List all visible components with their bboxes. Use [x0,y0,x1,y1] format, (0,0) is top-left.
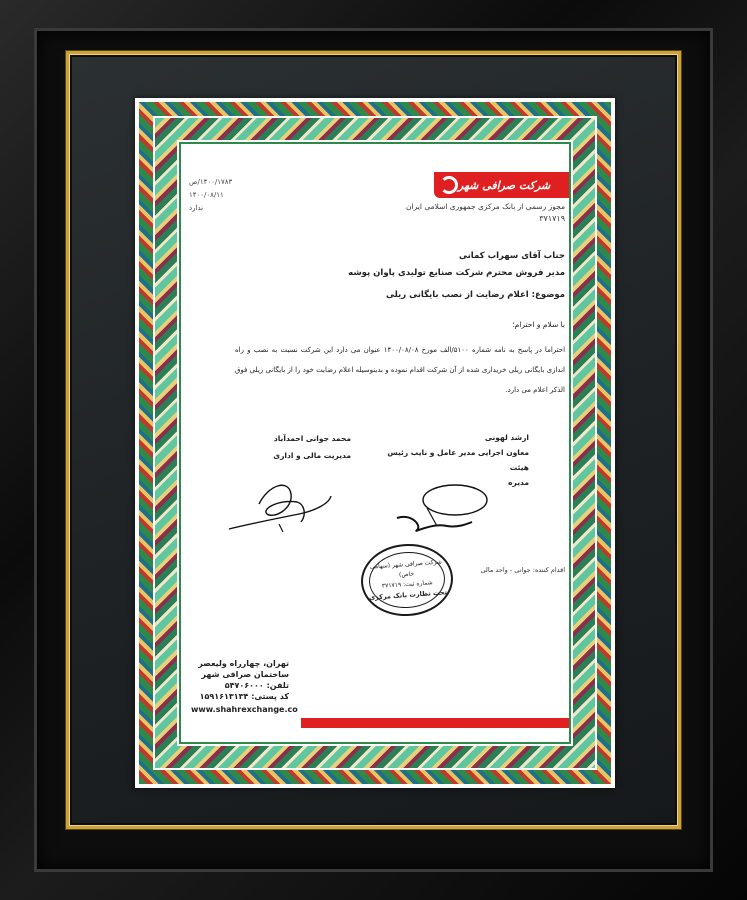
license-number: ۳۷۱۷۱۹ [539,214,565,223]
signatory-left-name: محمد جوانی احمدآباد [273,434,351,443]
letter-meta [189,176,232,215]
signatory-left [241,430,351,464]
company-logo-text: شرکت صرافی شهر [458,178,551,192]
letter-greeting: با سلام و احترام؛ [512,320,565,329]
recipient-block [348,248,565,282]
footer-bar-gap [181,718,301,728]
signature-left [219,474,339,544]
stamp-reg-text: شماره ثبت: ۳۷۱۷۱۹ [381,579,433,590]
signatory-left-title: مدیریت مالی و اداری [273,451,351,460]
company-logo-icon [440,176,458,194]
postal-label: کد پستی: [251,692,289,701]
postal-row [189,691,289,702]
signature-right [377,478,497,538]
recipient-title: مدیر فروش محترم شرکت صنایع تولیدی پاوان پوشه [348,268,565,278]
signatory-right-title: معاون اجرایی مدیر عامل و نایب رئیس هیئت [387,448,529,472]
letter-attachment: ندارد [189,204,204,212]
company-stamp [359,541,456,619]
footer-address [189,658,289,702]
signatory-right-name: ارشد لهونی [484,433,529,442]
phone-number: ۵۴۷۰۶۰۰۰ [224,681,264,690]
letter-content [181,144,569,742]
letter-number: ۱۴۰۰/۱۷۸۳/ص [189,178,233,186]
stamp-top-text: شرکت صرافی شهر (سهامی خاص) [369,558,443,579]
signatory-right-title-cont: مدیره [508,478,529,487]
company-website: www.shahrexchange.co [191,705,298,714]
address-line-2: ساختمان صرافی شهر [201,670,289,679]
recipient-name: جناب آقای سهراب کمانی [458,251,565,261]
stamp-bottom-text: تحت نظارت بانک مرکزی [368,588,448,602]
letter-body: احتراما در پاسخ به نامه شماره ۵۱۰۰/الف مورخ ۱۴۰۰/۰۸/۰۸ عنوان می دارد این شرکت نسبت به نصب و راه اندازی بایگانی ریلی خریداری شده از آن شرکت اقدام نموده و بدینوسیله اعلام رضایت خود را از بایگانی ریلی فوق الذکر اعلام می دارد. [235,346,566,394]
letter-subject: موضوع: اعلام رضایت از نصب بایگانی ریلی [385,290,565,300]
letter-date: ۱۴۰۰/۰۸/۱۱ [189,191,224,199]
phone-label: تلفن: [266,681,289,690]
postal-code: ۱۵۹۱۶۱۳۱۳۴ [199,692,249,701]
phone-row [189,680,289,691]
license-text: مجوز رسمی از بانک مرکزی جمهوری اسلامی ایران [406,202,565,211]
certificate-paper [135,98,615,788]
address-line-1: تهران، چهارراه ولیعصر [198,659,289,668]
company-logo-banner [434,172,569,198]
action-note: اقدام کننده: جوانی - واحد مالی [480,566,565,574]
